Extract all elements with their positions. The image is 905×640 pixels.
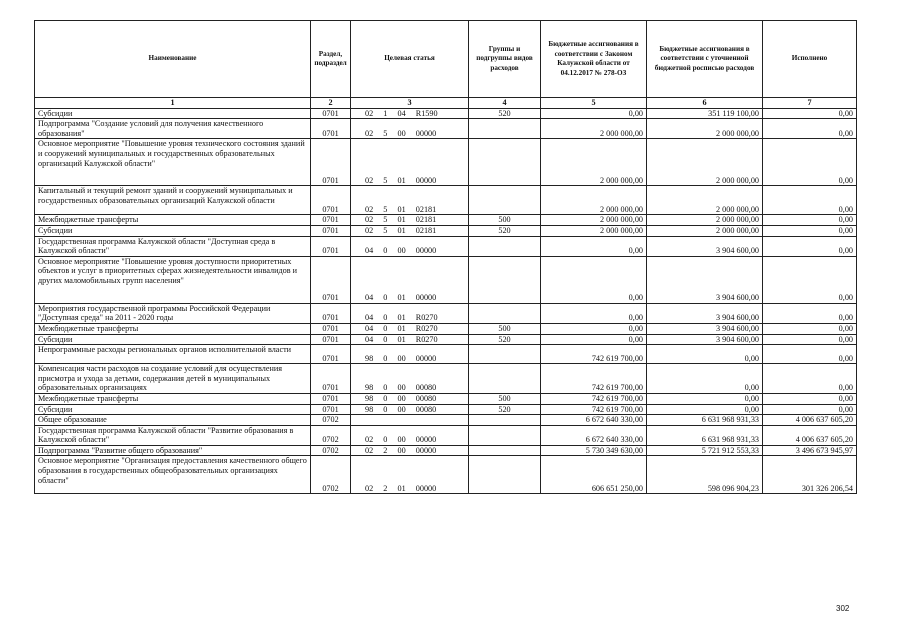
row-executed-amount: 0,00 <box>763 334 857 345</box>
row-target-article: 04 0 01 R0270 <box>351 323 469 334</box>
row-law-amount: 742 619 700,00 <box>541 404 647 415</box>
row-name: Субсидии <box>35 404 311 415</box>
row-name: Основное мероприятие "Организация предоставления качественного общего образования в государственных общеобразовательных организациях области" <box>35 456 311 494</box>
row-law-amount: 606 651 250,00 <box>541 456 647 494</box>
row-group: 500 <box>469 393 541 404</box>
row-executed-amount: 0,00 <box>763 225 857 236</box>
row-law-amount: 2 000 000,00 <box>541 119 647 139</box>
row-section: 0701 <box>311 334 351 345</box>
table-body <box>35 108 857 494</box>
row-group: 520 <box>469 225 541 236</box>
table-row <box>35 236 857 256</box>
row-law-amount: 0,00 <box>541 108 647 119</box>
row-refined-amount: 3 904 600,00 <box>647 236 763 256</box>
row-section: 0701 <box>311 236 351 256</box>
header-name: Наименование <box>35 21 311 98</box>
row-group <box>469 345 541 364</box>
row-law-amount: 0,00 <box>541 303 647 323</box>
row-name: Мероприятия государственной программы Российской Федерации "Доступная среда" на 2011 - 2020 годы <box>35 303 311 323</box>
table-row <box>35 186 857 215</box>
row-target-article: 02 5 01 02181 <box>351 225 469 236</box>
column-number: 1 <box>35 98 311 109</box>
row-law-amount: 0,00 <box>541 323 647 334</box>
row-section: 0701 <box>311 225 351 236</box>
row-refined-amount: 3 904 600,00 <box>647 303 763 323</box>
row-group <box>469 445 541 456</box>
row-refined-amount: 5 721 912 553,33 <box>647 445 763 456</box>
row-target-article: 04 0 01 R0270 <box>351 334 469 345</box>
row-law-amount: 5 730 349 630,00 <box>541 445 647 456</box>
row-executed-amount: 0,00 <box>763 139 857 186</box>
row-section: 0701 <box>311 108 351 119</box>
row-group <box>469 364 541 394</box>
table-row <box>35 215 857 226</box>
column-number: 7 <box>763 98 857 109</box>
header-refined: Бюджетные ассигнования в соответствии с уточненной бюджетной росписью расходов <box>647 21 763 98</box>
table-row <box>35 119 857 139</box>
row-section: 0701 <box>311 345 351 364</box>
row-name: Непрограммные расходы региональных органов исполнительной власти <box>35 345 311 364</box>
header-groups: Группы и подгруппы видов расходов <box>469 21 541 98</box>
row-refined-amount: 0,00 <box>647 345 763 364</box>
row-law-amount: 742 619 700,00 <box>541 393 647 404</box>
row-refined-amount: 0,00 <box>647 404 763 415</box>
row-target-article: 02 0 00 00000 <box>351 425 469 445</box>
row-executed-amount: 0,00 <box>763 404 857 415</box>
row-name: Государственная программа Калужской области "Доступная среда в Калужской области" <box>35 236 311 256</box>
column-number: 5 <box>541 98 647 109</box>
row-section: 0702 <box>311 445 351 456</box>
table-row <box>35 456 857 494</box>
row-group <box>469 303 541 323</box>
header-target: Целевая статья <box>351 21 469 98</box>
row-target-article: 04 0 01 00000 <box>351 256 469 303</box>
row-executed-amount: 0,00 <box>763 215 857 226</box>
row-name: Подпрограмма "Развитие общего образования" <box>35 445 311 456</box>
row-name: Подпрограмма "Создание условий для получения качественного образования" <box>35 119 311 139</box>
row-group <box>469 456 541 494</box>
page-number: 302 <box>836 604 850 613</box>
row-name: Субсидии <box>35 108 311 119</box>
row-name: Государственная программа Калужской области "Развитие образования в Калужской области" <box>35 425 311 445</box>
row-group: 500 <box>469 215 541 226</box>
row-target-article: 98 0 00 00080 <box>351 364 469 394</box>
row-law-amount: 742 619 700,00 <box>541 364 647 394</box>
row-target-article: 02 1 04 R1590 <box>351 108 469 119</box>
row-law-amount: 0,00 <box>541 256 647 303</box>
row-refined-amount: 598 096 904,23 <box>647 456 763 494</box>
table-row <box>35 364 857 394</box>
row-name: Межбюджетные трансферты <box>35 393 311 404</box>
row-refined-amount: 2 000 000,00 <box>647 215 763 226</box>
row-group <box>469 425 541 445</box>
row-group <box>469 256 541 303</box>
row-executed-amount: 0,00 <box>763 236 857 256</box>
row-name: Капитальный и текущий ремонт зданий и сооружений муниципальных и государственных образовательных организаций Калужской области <box>35 186 311 215</box>
row-section: 0701 <box>311 364 351 394</box>
row-target-article: 04 0 01 R0270 <box>351 303 469 323</box>
row-executed-amount: 3 496 673 945,97 <box>763 445 857 456</box>
table-row <box>35 425 857 445</box>
table-row <box>35 256 857 303</box>
table-row <box>35 345 857 364</box>
row-target-article: 04 0 00 00000 <box>351 236 469 256</box>
row-refined-amount: 351 119 100,00 <box>647 108 763 119</box>
row-refined-amount: 3 904 600,00 <box>647 334 763 345</box>
row-section: 0701 <box>311 393 351 404</box>
row-target-article: 98 0 00 00080 <box>351 393 469 404</box>
row-law-amount: 0,00 <box>541 334 647 345</box>
row-name: Межбюджетные трансферты <box>35 215 311 226</box>
row-name: Общее образование <box>35 415 311 426</box>
row-refined-amount: 0,00 <box>647 364 763 394</box>
table-row <box>35 334 857 345</box>
row-executed-amount: 0,00 <box>763 345 857 364</box>
row-refined-amount: 2 000 000,00 <box>647 139 763 186</box>
row-section: 0701 <box>311 139 351 186</box>
row-target-article: 02 5 00 00000 <box>351 119 469 139</box>
row-group <box>469 236 541 256</box>
table-row <box>35 139 857 186</box>
column-number: 6 <box>647 98 763 109</box>
row-executed-amount: 0,00 <box>763 186 857 215</box>
row-section: 0701 <box>311 303 351 323</box>
budget-table <box>34 20 857 494</box>
row-target-article <box>351 415 469 426</box>
row-section: 0702 <box>311 415 351 426</box>
row-name: Межбюджетные трансферты <box>35 323 311 334</box>
row-refined-amount: 0,00 <box>647 393 763 404</box>
row-section: 0701 <box>311 323 351 334</box>
table-row <box>35 445 857 456</box>
row-target-article: 02 5 01 00000 <box>351 139 469 186</box>
row-target-article: 02 2 00 00000 <box>351 445 469 456</box>
row-section: 0701 <box>311 186 351 215</box>
row-group: 520 <box>469 404 541 415</box>
row-name: Основное мероприятие "Повышение уровня доступности приоритетных объектов и услуг в приоритетных сферах жизнедеятельности инвалидов и других маломобильных групп населения" <box>35 256 311 303</box>
row-group: 500 <box>469 323 541 334</box>
row-section: 0701 <box>311 404 351 415</box>
header-executed: Исполнено <box>763 21 857 98</box>
header-section: Раздел, подраздел <box>311 21 351 98</box>
row-law-amount: 2 000 000,00 <box>541 186 647 215</box>
row-group: 520 <box>469 334 541 345</box>
row-section: 0702 <box>311 456 351 494</box>
row-refined-amount: 6 631 968 931,33 <box>647 425 763 445</box>
row-law-amount: 2 000 000,00 <box>541 225 647 236</box>
column-number-row <box>35 98 857 109</box>
table-row <box>35 404 857 415</box>
row-law-amount: 6 672 640 330,00 <box>541 425 647 445</box>
row-law-amount: 2 000 000,00 <box>541 215 647 226</box>
row-target-article: 98 0 00 00080 <box>351 404 469 415</box>
row-law-amount: 0,00 <box>541 236 647 256</box>
row-target-article: 02 5 01 02181 <box>351 186 469 215</box>
row-law-amount: 2 000 000,00 <box>541 139 647 186</box>
row-name: Компенсация части расходов на создание условий для осуществления присмотра и ухода за детьми, содержания детей в муниципальных образовательных организациях <box>35 364 311 394</box>
row-name: Основное мероприятие "Повышение уровня технического состояния зданий и сооружений муниципальных и государственных образовательных организаций Калужской области" <box>35 139 311 186</box>
row-executed-amount: 0,00 <box>763 119 857 139</box>
column-number: 3 <box>351 98 469 109</box>
row-group <box>469 186 541 215</box>
row-target-article: 98 0 00 00000 <box>351 345 469 364</box>
row-refined-amount: 3 904 600,00 <box>647 256 763 303</box>
table-row <box>35 303 857 323</box>
row-executed-amount: 0,00 <box>763 364 857 394</box>
row-refined-amount: 2 000 000,00 <box>647 225 763 236</box>
row-name: Субсидии <box>35 225 311 236</box>
row-executed-amount: 0,00 <box>763 256 857 303</box>
column-number: 2 <box>311 98 351 109</box>
table-row <box>35 225 857 236</box>
row-section: 0701 <box>311 119 351 139</box>
row-refined-amount: 2 000 000,00 <box>647 119 763 139</box>
row-law-amount: 742 619 700,00 <box>541 345 647 364</box>
table-row <box>35 323 857 334</box>
row-group: 520 <box>469 108 541 119</box>
row-executed-amount: 0,00 <box>763 303 857 323</box>
row-section: 0701 <box>311 215 351 226</box>
row-refined-amount: 2 000 000,00 <box>647 186 763 215</box>
row-executed-amount: 0,00 <box>763 323 857 334</box>
row-executed-amount: 4 006 637 605,20 <box>763 415 857 426</box>
row-executed-amount: 4 006 637 605,20 <box>763 425 857 445</box>
row-executed-amount: 0,00 <box>763 108 857 119</box>
row-group <box>469 139 541 186</box>
row-group <box>469 415 541 426</box>
table-row <box>35 108 857 119</box>
row-group <box>469 119 541 139</box>
row-refined-amount: 6 631 968 931,33 <box>647 415 763 426</box>
row-executed-amount: 0,00 <box>763 393 857 404</box>
table-row <box>35 393 857 404</box>
row-target-article: 02 5 01 02181 <box>351 215 469 226</box>
row-section: 0701 <box>311 256 351 303</box>
header-law: Бюджетные ассигнования в соответствии с Законом Калужской области от 04.12.2017 № 278-ОЗ <box>541 21 647 98</box>
row-refined-amount: 3 904 600,00 <box>647 323 763 334</box>
table-row <box>35 415 857 426</box>
row-executed-amount: 301 326 206,54 <box>763 456 857 494</box>
row-section: 0702 <box>311 425 351 445</box>
row-name: Субсидии <box>35 334 311 345</box>
row-target-article: 02 2 01 00000 <box>351 456 469 494</box>
column-number: 4 <box>469 98 541 109</box>
header-row <box>35 21 857 98</box>
row-law-amount: 6 672 640 330,00 <box>541 415 647 426</box>
